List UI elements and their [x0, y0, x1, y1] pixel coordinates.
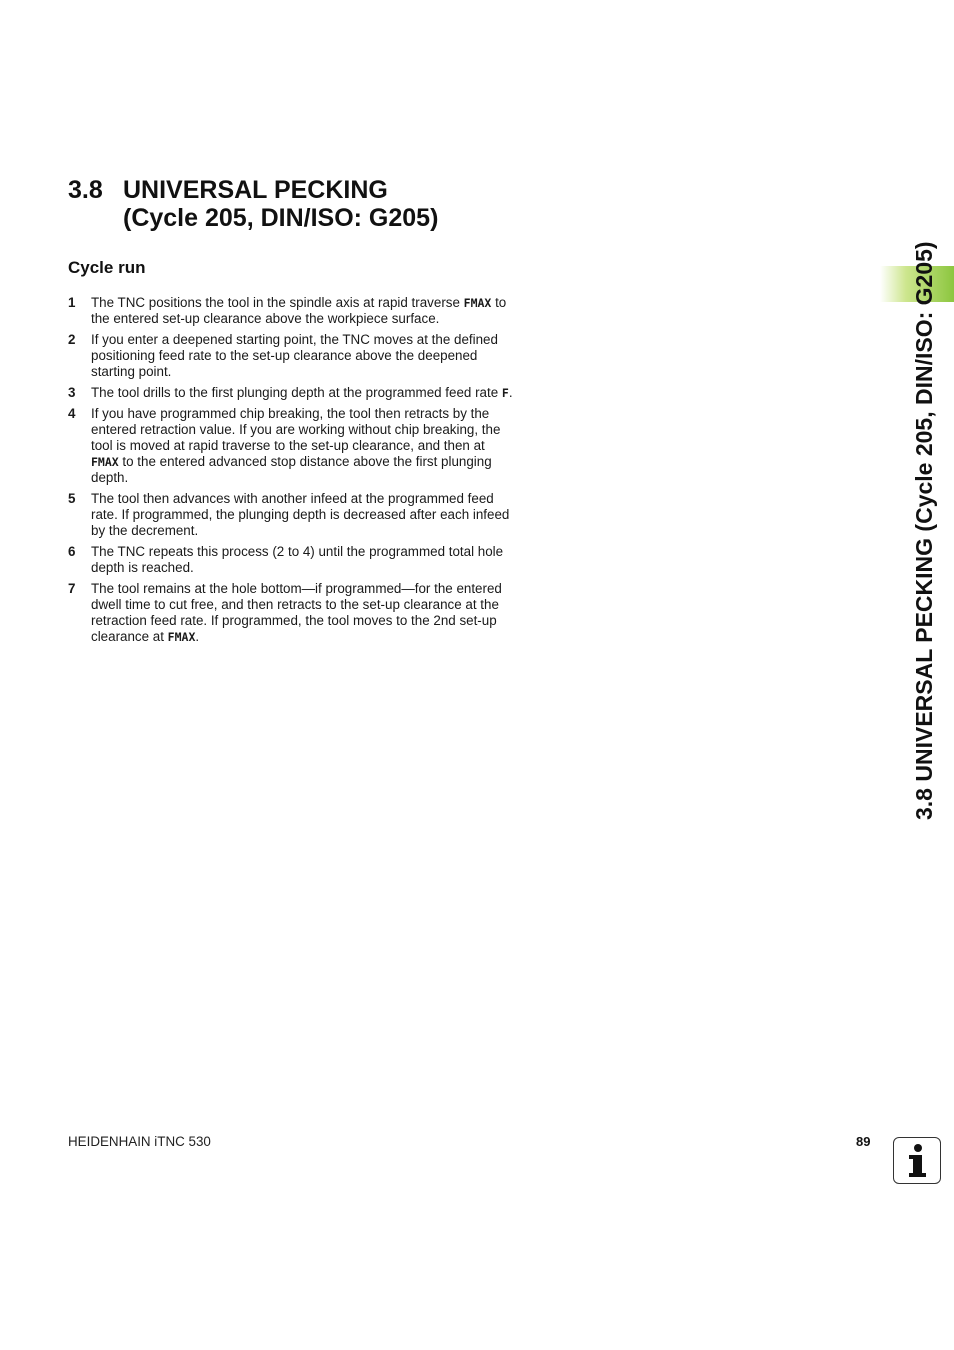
list-item: [68, 406, 513, 486]
list-item: [68, 385, 513, 401]
step-text: The tool remains at the hole bottom—if programmed—for the entered dwell time to cut free, and then retracts to the set-up clearance at the retraction feed rate. If programmed, the tool moves to the 2nd set-up clearance at: [91, 580, 502, 644]
info-icon: [893, 1137, 941, 1184]
code-fmax: FMAX: [463, 296, 492, 310]
side-running-title: 3.8 UNIVERSAL PECKING (Cycle 205, DIN/ISO: G205): [911, 241, 937, 820]
step-number: 1: [68, 295, 76, 310]
page-number: 89: [856, 1134, 871, 1149]
step-number: 5: [68, 490, 76, 506]
code-f: F: [501, 385, 509, 400]
step-text: .: [195, 628, 200, 644]
footer-product-name: HEIDENHAIN iTNC 530: [68, 1134, 211, 1149]
list-item: [68, 581, 513, 645]
step-text: The tool drills to the first plunging depth at the programmed feed rate: [91, 384, 502, 400]
list-item: [68, 295, 513, 327]
step-text: If you enter a deepened starting point, the TNC moves at the defined positioning feed rate to the set-up clearance above the deepened starting point.: [91, 331, 498, 380]
section-number: 3.8: [68, 176, 103, 204]
list-item: [68, 491, 513, 539]
steps-list: [68, 295, 513, 650]
list-item: [68, 544, 513, 576]
info-glyph-icon: [894, 1138, 940, 1183]
step-number: 6: [68, 543, 76, 559]
step-text: The tool then advances with another infeed at the programmed feed rate. If programmed, the plunging depth is decreased after each infeed by the decrement.: [91, 490, 510, 538]
step-text: .: [508, 384, 513, 400]
step-text: The TNC positions the tool in the spindle axis at rapid traverse: [91, 295, 464, 310]
step-number: 7: [68, 580, 76, 596]
list-item: [68, 332, 513, 380]
section-title-line2: (Cycle 205, DIN/ISO: G205): [123, 204, 439, 232]
section-title-line1: UNIVERSAL PECKING: [123, 176, 388, 204]
cycle-run-heading: Cycle run: [68, 258, 146, 277]
code-fmax: FMAX: [91, 454, 119, 469]
step-number: 4: [68, 405, 76, 421]
section-heading: [68, 176, 438, 232]
step-number: 3: [68, 384, 76, 400]
step-text: The TNC repeats this process (2 to 4) until the programmed total hole depth is reached.: [91, 543, 504, 575]
code-fmax: FMAX: [167, 629, 196, 644]
step-text: to the entered set-up clearance above the workpiece surface.: [91, 295, 507, 327]
step-number: 2: [68, 331, 76, 347]
step-text: If you have programmed chip breaking, the tool then retracts by the entered retraction value. If you are working without chip breaking, the tool is moved at rapid traverse to the set-up clearance, and then at: [91, 405, 501, 453]
step-text: to the entered advanced stop distance above the first plunging depth.: [91, 453, 492, 485]
